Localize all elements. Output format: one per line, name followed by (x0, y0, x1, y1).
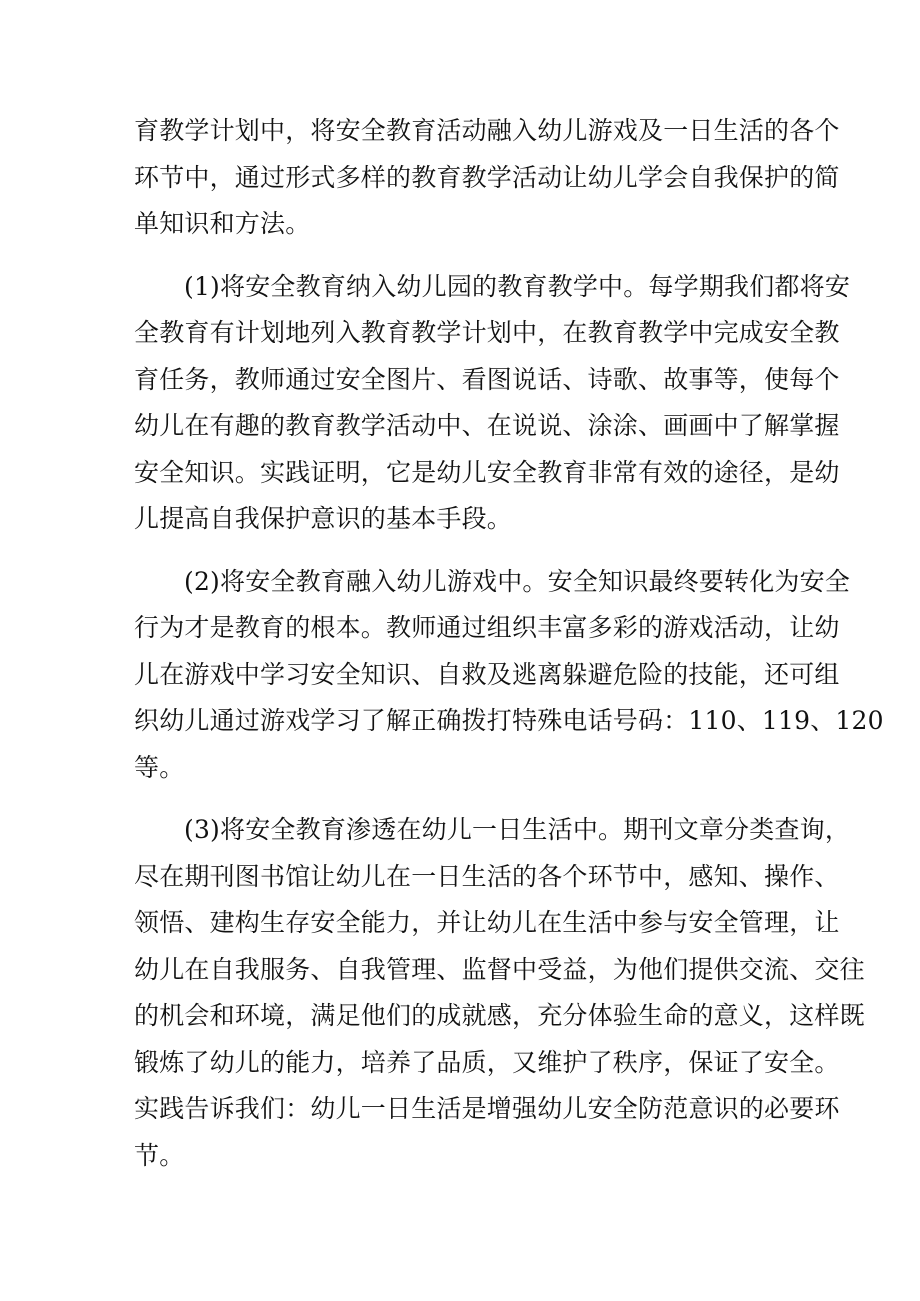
text-line: 的机会和环境，满足他们的成就感，充分体验生命的意义，这样既 (134, 1001, 865, 1030)
text-line: 锻炼了幼儿的能力，培养了品质，又维护了秩序，保证了安全。 (134, 1047, 840, 1077)
text-line: 幼儿在有趣的教育教学活动中、在说说、涂涂、画画中了解掌握 (134, 411, 840, 440)
text-line: 幼儿在自我服务、自我管理、监督中受益，为他们提供交流、交往 (134, 954, 865, 984)
text-line: (1)将安全教育纳入幼儿园的教育教学中。每学期我们都将安 (184, 271, 851, 301)
text-line: 行为才是教育的根本。教师通过组织丰富多彩的游戏活动，让幼 (134, 613, 840, 642)
paragraph-intro (134, 108, 840, 248)
text-line: 实践告诉我们：幼儿一日生活是增强幼儿安全防范意识的必要环 (134, 1094, 840, 1123)
text-line: 节。 (134, 1140, 185, 1170)
text-line: 儿提高自我保护意识的基本手段。 (134, 504, 513, 533)
text-line: (2)将安全教育融入幼儿游戏中。安全知识最终要转化为安全 (184, 566, 851, 596)
paragraph-item-3 (134, 807, 865, 1179)
paragraph-item-1 (134, 264, 851, 543)
text-line: 织幼儿通过游戏学习了解正确拨打特殊电话号码：110、119、120 (134, 706, 884, 735)
text-line: 育教学计划中，将安全教育活动融入幼儿游戏及一日生活的各个 (134, 116, 840, 145)
text-line: (3)将安全教育渗透在幼儿一日生活中。期刊文章分类查询， (184, 815, 851, 844)
text-line: 单知识和方法。 (134, 209, 311, 238)
text-line: 环节中，通过形式多样的教育教学活动让幼儿学会自我保护的简 (134, 162, 840, 192)
text-line: 等。 (134, 752, 185, 782)
text-line: 儿在游戏中学习安全知识、自救及逃离躲避危险的技能，还可组 (134, 659, 840, 689)
paragraph-item-2 (134, 559, 884, 792)
document-body (134, 108, 884, 1179)
text-line: 安全知识。实践证明，它是幼儿安全教育非常有效的途径，是幼 (134, 457, 840, 487)
text-line: 尽在期刊图书馆让幼儿在一日生活的各个环节中，感知、操作、 (134, 861, 840, 891)
text-line: 育任务，教师通过安全图片、看图说话、诗歌、故事等，使每个 (134, 364, 840, 394)
text-line: 领悟、建构生存安全能力，并让幼儿在生活中参与安全管理，让 (134, 908, 840, 937)
text-line: 全教育有计划地列入教育教学计划中，在教育教学中完成安全教 (134, 318, 840, 347)
